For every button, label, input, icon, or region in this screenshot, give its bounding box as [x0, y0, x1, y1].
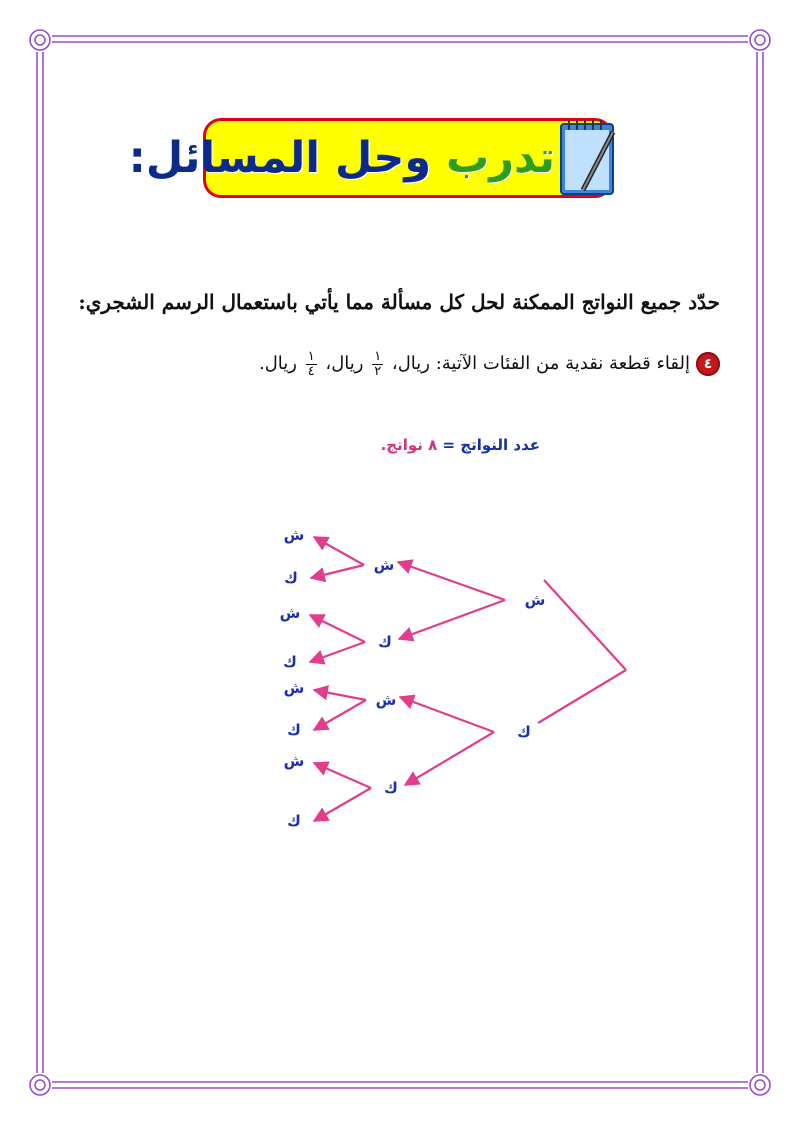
tree-node-level3-6: ك [287, 721, 301, 739]
branch-level3-5 [314, 690, 366, 700]
tree-node-level3-3: ش [279, 604, 301, 622]
fraction-quarter-numerator: ١ [307, 348, 315, 364]
tree-labels [280, 526, 546, 830]
problem-text-before: إلقاء قطعة نقدية من الفئات الآتية: ريال، [386, 353, 690, 374]
outcomes-count-value: ٨ نواتج. [380, 436, 438, 454]
tree-node-level3-7: ش [283, 752, 305, 770]
outcomes-count-label: عدد النواتج = [437, 436, 540, 454]
tree-node-level3-1: ش [283, 526, 305, 544]
branch-level3-1 [314, 537, 364, 565]
root-branch-2 [538, 670, 626, 723]
fraction-half-denominator: ٢ [374, 363, 382, 379]
problem-text-mid: ريال، [319, 353, 370, 374]
tree-node-level2-1: ش [373, 556, 395, 574]
root-branch-1 [544, 580, 626, 670]
tree-node-level3-4: ك [283, 653, 297, 671]
branch-level3-4 [310, 642, 365, 662]
tree-node-level1-2: ك [517, 723, 531, 741]
branch-level3-7 [314, 763, 371, 788]
branch-level3-6 [314, 700, 366, 730]
problem-text-after: ريال. [258, 353, 303, 374]
tree-node-level2-2: ك [378, 633, 392, 651]
section-banner [128, 112, 623, 204]
banner-title [128, 120, 555, 196]
notepad-icon [553, 112, 625, 204]
tree-branches [310, 537, 626, 821]
tree-node-level1-1: ش [524, 591, 546, 609]
fraction-half-numerator: ١ [374, 348, 382, 364]
branch-level2-1 [398, 562, 505, 600]
fraction-quarter [306, 350, 317, 379]
fraction-quarter-denominator: ٤ [307, 363, 315, 379]
problem-line [200, 344, 720, 384]
problem-number-badge: ٤ [696, 352, 720, 376]
tree-diagram [270, 510, 650, 840]
instruction-text: حدّد جميع النواتج الممكنة لحل كل مسألة مما يأتي باستعمال الرسم الشجري: [78, 290, 720, 314]
banner-title-rest: وحل المسائل: [128, 133, 447, 183]
branch-level2-2 [399, 600, 505, 639]
tree-node-level2-3: ش [375, 691, 397, 709]
branch-level2-3 [400, 697, 494, 732]
branch-level2-4 [405, 732, 494, 785]
tree-node-level2-4: ك [384, 779, 398, 797]
fraction-half [372, 350, 383, 379]
tree-node-level3-5: ش [283, 679, 305, 697]
branch-level3-2 [311, 565, 364, 578]
branch-level3-8 [314, 788, 371, 821]
branch-level3-3 [310, 615, 365, 642]
tree-node-level3-2: ك [284, 569, 298, 587]
banner-title-word1: تدرب [446, 133, 555, 183]
outcomes-count [300, 436, 540, 454]
tree-node-level3-8: ك [287, 812, 301, 830]
